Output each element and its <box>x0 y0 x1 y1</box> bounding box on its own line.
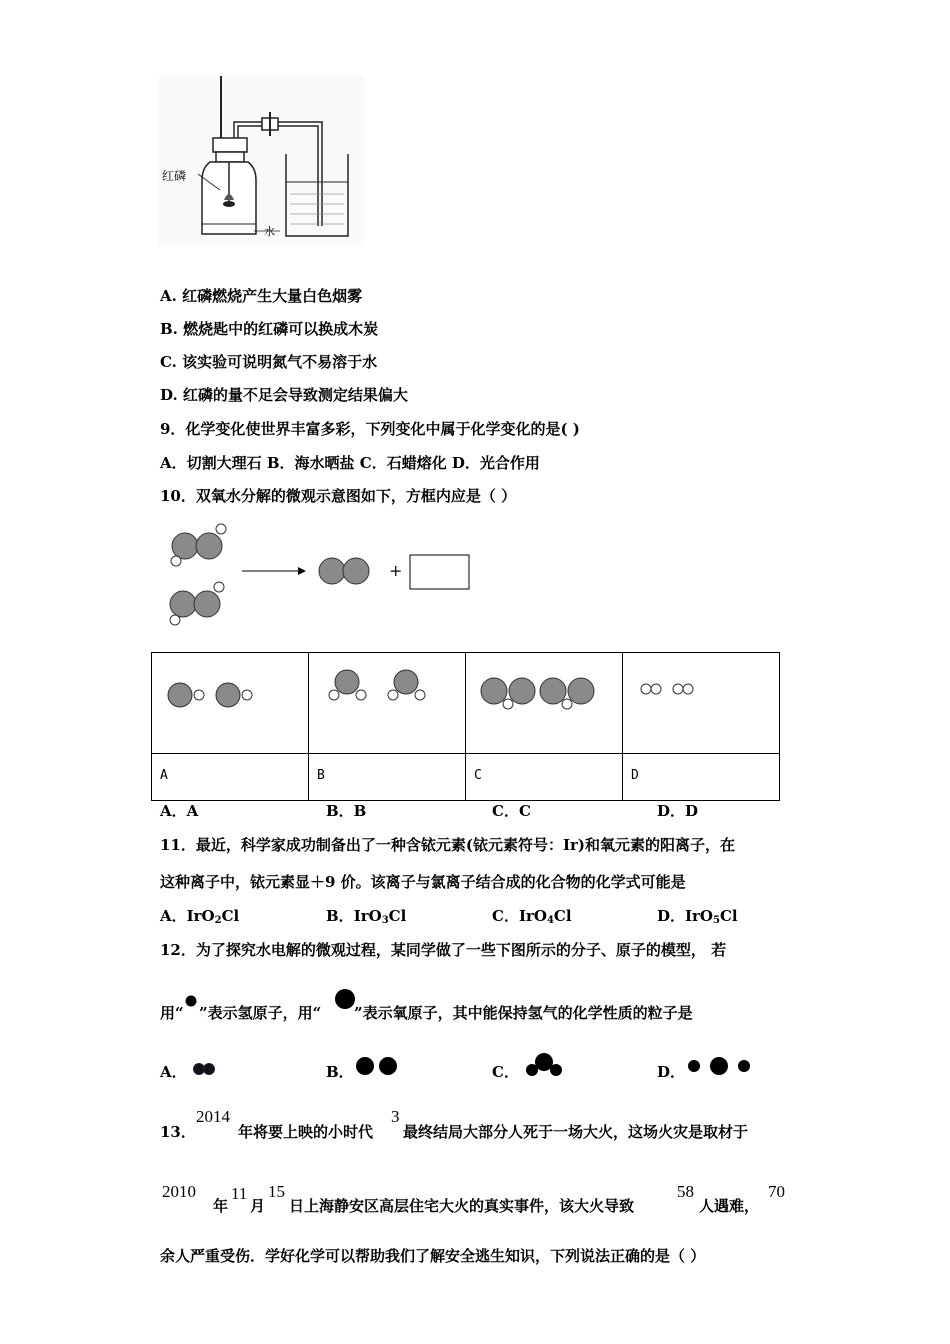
q9-options: A．切割大理石 B．海水晒盐 C．石蜡熔化 D．光合作用 <box>160 454 540 472</box>
label-red-phosphorus: 红磷 <box>162 169 187 183</box>
q8-option-c: C. 该实验可说明氮气不易溶于水 <box>160 353 378 371</box>
q13-text4: 人遇难， <box>699 1197 760 1215</box>
separate-atoms-icon <box>684 1054 754 1078</box>
reaction-arrow <box>242 567 306 575</box>
q13-month: 11 <box>231 1184 248 1203</box>
two-hydrogen-atoms-icon <box>190 1060 220 1078</box>
table-label-c: C <box>466 754 623 801</box>
decomposition-diagram <box>160 515 480 631</box>
q12-line2-c: ”表示氧原子，其中能保持氢气的化学性质的粒子是 <box>354 1004 693 1022</box>
h2o2-molecule <box>171 524 226 566</box>
q12-line1: 12．为了探究水电解的微观过程，某同学做了一些下图所示的分子、原子的模型， 若 <box>160 941 727 959</box>
table-cell-d <box>623 653 780 754</box>
table-label-d: D <box>623 754 780 801</box>
q10-option-d: D．D <box>657 802 699 820</box>
water-molecule-icon <box>524 1050 564 1078</box>
q13-number: 13． <box>160 1123 196 1141</box>
table-cell-b <box>309 653 466 754</box>
q11-option-a: A．IrO$_2$Cl <box>160 907 240 926</box>
q13-nian: 年 <box>213 1197 229 1215</box>
q11-option-c: C．IrO$_4$Cl <box>492 907 572 926</box>
q13-yue: 月 <box>250 1197 266 1215</box>
q10-option-c: C．C <box>492 802 531 820</box>
q12-option-d: D． <box>657 1063 686 1081</box>
q12-option-c: C． <box>492 1063 519 1081</box>
h2o2-molecule <box>170 582 224 625</box>
oxygen-molecule <box>319 558 369 584</box>
q10-stem: 10．双氧水分解的微观示意图如下，方框内应是（ ） <box>160 487 517 505</box>
table-cell-c <box>466 653 623 754</box>
q13-year-2014: 2014 <box>196 1107 230 1126</box>
plus-sign: + <box>389 561 403 580</box>
q13-injured: 70 <box>768 1182 785 1201</box>
two-oxygen-atoms-icon <box>354 1054 400 1078</box>
q13-text1: 年将要上映的小时代 <box>238 1123 374 1141</box>
q13-deaths: 58 <box>677 1182 694 1201</box>
answer-box <box>410 555 469 589</box>
q12-line2-a: 用“ <box>160 1004 184 1022</box>
q11-option-b: B．IrO$_3$Cl <box>326 907 407 926</box>
q10-option-b: B．B <box>326 802 367 820</box>
q10-option-a: A．A <box>160 802 199 820</box>
q8-option-d: D. 红磷的量不足会导致测定结果偏大 <box>160 386 408 404</box>
table-label-b: B <box>309 754 466 801</box>
q11-option-d: D．IrO$_5$Cl <box>657 907 738 926</box>
q12-option-a: A． <box>160 1063 187 1081</box>
q13-day: 15 <box>268 1182 285 1201</box>
q11-line2: 这种离子中，铱元素显＋9 价。该离子与氯离子结合成的化合物的化学式可能是 <box>160 873 686 891</box>
label-water: 水 <box>264 225 275 238</box>
table-cell-a <box>152 653 309 754</box>
q13-text2: 最终结局大部分人死于一场大火，这场火灾是取材于 <box>403 1123 749 1141</box>
q9-stem: 9．化学变化使世界丰富多彩，下列变化中属于化学变化的是( ) <box>160 420 580 438</box>
q13-year-2010: 2010 <box>162 1182 196 1201</box>
q10-options-table <box>151 652 780 801</box>
hydrogen-atom-icon <box>183 993 199 1009</box>
q12-line2-b: ”表示氢原子，用“ <box>199 1004 322 1022</box>
q13-line3: 余人严重受伤．学好化学可以帮助我们了解安全逃生知识，下列说法正确的是（ ） <box>160 1247 706 1265</box>
q8-option-a: A. 红磷燃烧产生大量白色烟雾 <box>160 287 363 305</box>
q12-option-b: B． <box>326 1063 354 1081</box>
table-label-a: A <box>152 754 309 801</box>
q13-sup-3: 3 <box>391 1107 400 1126</box>
apparatus-figure <box>158 76 364 246</box>
q13-text3: 日上海静安区高层住宅大火的真实事件，该大火导致 <box>289 1197 635 1215</box>
q8-option-b: B. 燃烧匙中的红磷可以换成木炭 <box>160 320 379 338</box>
q11-line1: 11．最近，科学家成功制备出了一种含铱元素(铱元素符号：Ir)和氧元素的阳离子，在 <box>160 836 735 854</box>
